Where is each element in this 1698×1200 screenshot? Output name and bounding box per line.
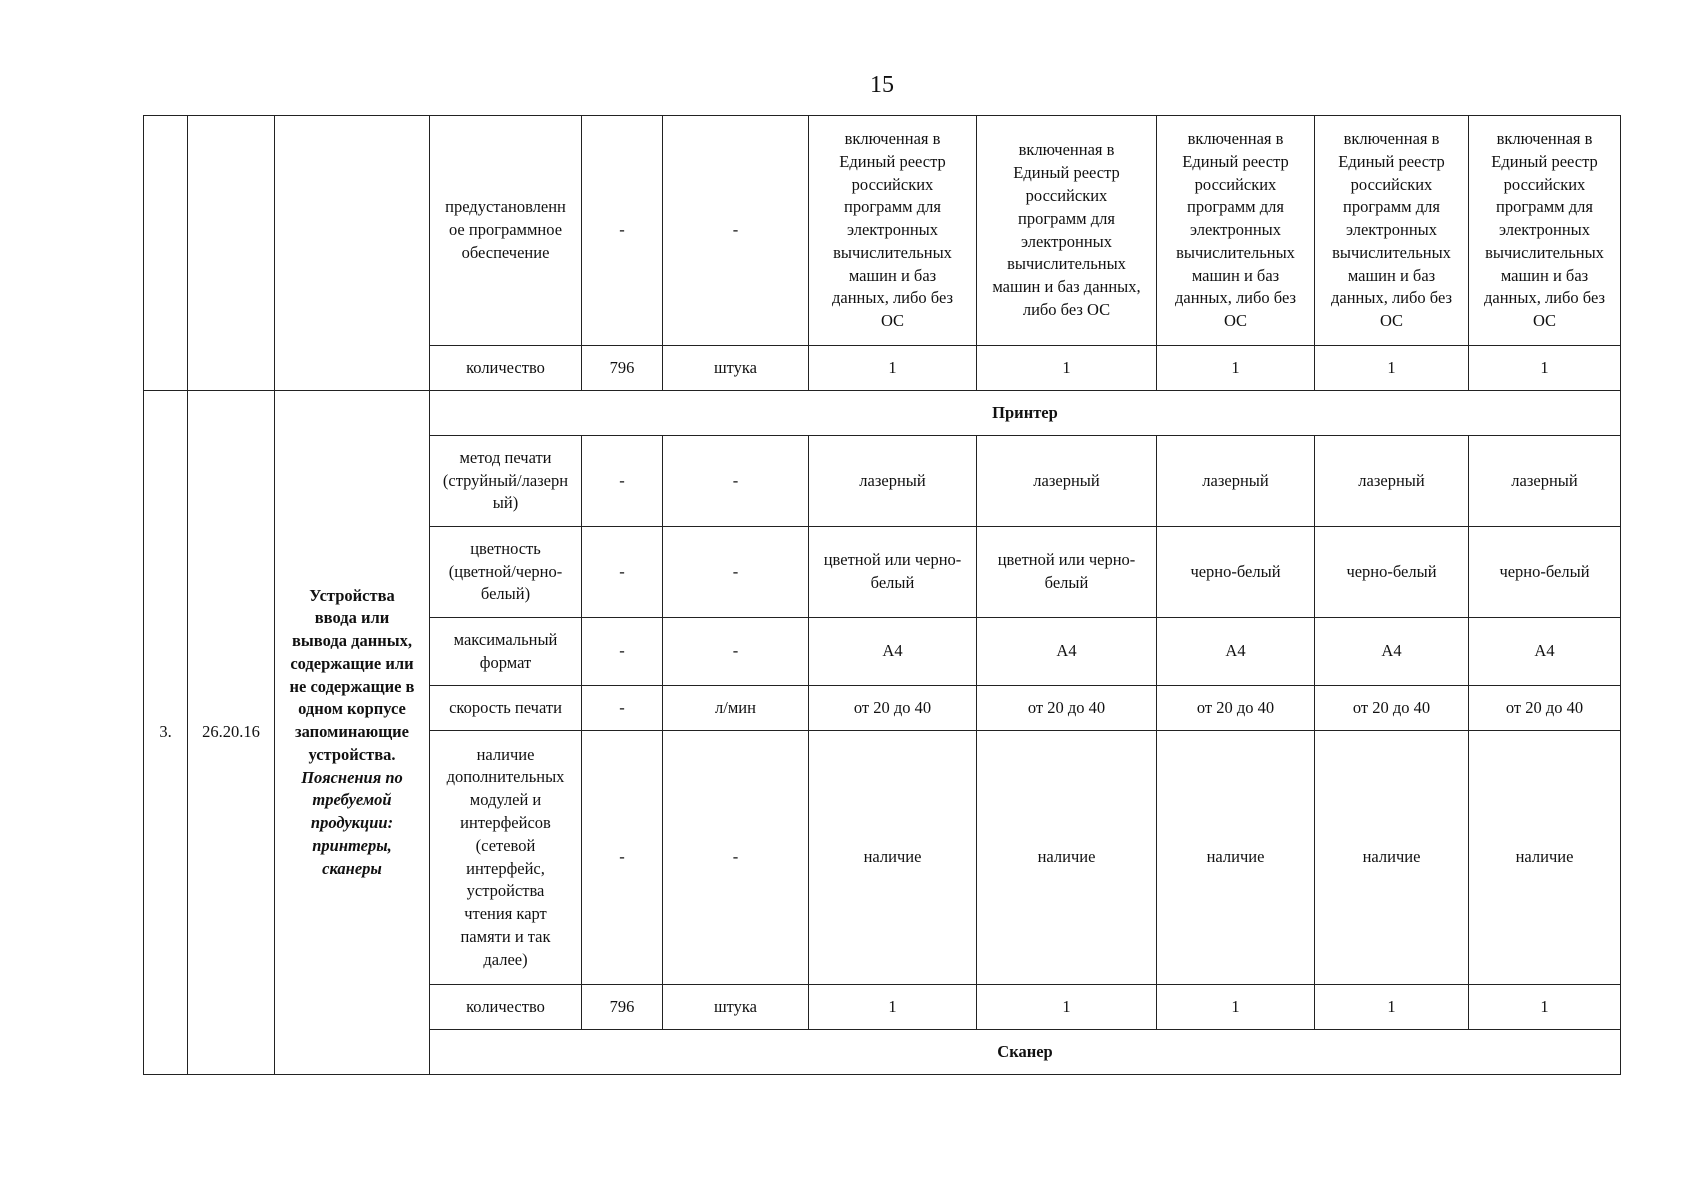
value-cell: наличие bbox=[1157, 731, 1315, 985]
unit-code-cell: - bbox=[582, 116, 663, 346]
value-cell: А4 bbox=[1469, 618, 1621, 686]
unit-name-cell: - bbox=[663, 618, 809, 686]
value-cell: 1 bbox=[977, 985, 1157, 1030]
unit-code-cell: - bbox=[582, 731, 663, 985]
category-title: Устройства ввода или вывода данных, содержащие или не содержащие в одном корпусе запоминающие устройства. bbox=[289, 585, 415, 764]
unit-name-cell: л/мин bbox=[663, 686, 809, 731]
value-cell: А4 bbox=[809, 618, 977, 686]
value-cell: черно-белый bbox=[1315, 527, 1469, 618]
characteristic-cell: скорость печати bbox=[430, 686, 582, 731]
value-cell: черно-белый bbox=[1469, 527, 1621, 618]
unit-code-cell: - bbox=[582, 436, 663, 527]
characteristic-cell: метод печати (струйный/лазерн ый) bbox=[430, 436, 582, 527]
section-header-printer: Принтер bbox=[430, 391, 1621, 436]
unit-code-cell: 796 bbox=[582, 985, 663, 1030]
unit-code-cell: 796 bbox=[582, 346, 663, 391]
specification-table bbox=[143, 115, 1621, 1075]
value-cell: включенная в Единый реестр российских программ для электронных вычислительных машин и баз данных, либо без ОС bbox=[809, 116, 977, 346]
unit-name-cell: штука bbox=[663, 346, 809, 391]
value-cell: включенная в Единый реестр российских программ для электронных вычислительных машин и баз данных, либо без ОС bbox=[1157, 116, 1315, 346]
value-cell: от 20 до 40 bbox=[1315, 686, 1469, 731]
value-cell: лазерный bbox=[809, 436, 977, 527]
value-cell: А4 bbox=[1157, 618, 1315, 686]
item-category-cell bbox=[275, 391, 430, 1075]
value-cell: цветной или черно- белый bbox=[809, 527, 977, 618]
value-cell: 1 bbox=[809, 985, 977, 1030]
item-category-cell bbox=[275, 116, 430, 391]
value-cell: лазерный bbox=[1157, 436, 1315, 527]
table-row bbox=[144, 391, 1621, 436]
value-cell: 1 bbox=[1469, 985, 1621, 1030]
value-cell: от 20 до 40 bbox=[809, 686, 977, 731]
value-cell: 1 bbox=[977, 346, 1157, 391]
value-cell: от 20 до 40 bbox=[1469, 686, 1621, 731]
value-cell: включенная в Единый реестр российских программ для электронных вычислительных машин и баз данных, либо без ОС bbox=[1469, 116, 1621, 346]
characteristic-cell: количество bbox=[430, 346, 582, 391]
value-cell: включенная в Единый реестр российских программ для электронных вычислительных машин и баз данных, либо без ОС bbox=[977, 116, 1157, 346]
unit-name-cell: штука bbox=[663, 985, 809, 1030]
value-cell: наличие bbox=[1469, 731, 1621, 985]
value-cell: А4 bbox=[977, 618, 1157, 686]
item-number-cell bbox=[144, 116, 188, 391]
value-cell: 1 bbox=[809, 346, 977, 391]
section-header-scanner: Сканер bbox=[430, 1030, 1621, 1075]
value-cell: 1 bbox=[1157, 985, 1315, 1030]
value-cell: наличие bbox=[977, 731, 1157, 985]
unit-name-cell: - bbox=[663, 527, 809, 618]
characteristic-cell: цветность (цветной/черно- белый) bbox=[430, 527, 582, 618]
item-number-cell: 3. bbox=[144, 391, 188, 1075]
characteristic-cell: предустановленн ое программное обеспечение bbox=[430, 116, 582, 346]
item-code-cell: 26.20.16 bbox=[188, 391, 275, 1075]
characteristic-cell: максимальный формат bbox=[430, 618, 582, 686]
value-cell: наличие bbox=[1315, 731, 1469, 985]
unit-name-cell: - bbox=[663, 116, 809, 346]
page-number: 15 bbox=[870, 72, 894, 98]
value-cell: лазерный bbox=[1469, 436, 1621, 527]
value-cell: наличие bbox=[809, 731, 977, 985]
unit-name-cell: - bbox=[663, 731, 809, 985]
value-cell: цветной или черно- белый bbox=[977, 527, 1157, 618]
value-cell: 1 bbox=[1315, 346, 1469, 391]
unit-code-cell: - bbox=[582, 618, 663, 686]
value-cell: А4 bbox=[1315, 618, 1469, 686]
value-cell: от 20 до 40 bbox=[1157, 686, 1315, 731]
value-cell: 1 bbox=[1469, 346, 1621, 391]
characteristic-cell: количество bbox=[430, 985, 582, 1030]
unit-code-cell: - bbox=[582, 527, 663, 618]
value-cell: включенная в Единый реестр российских программ для электронных вычислительных машин и баз данных, либо без ОС bbox=[1315, 116, 1469, 346]
value-cell: черно-белый bbox=[1157, 527, 1315, 618]
value-cell: 1 bbox=[1157, 346, 1315, 391]
value-cell: 1 bbox=[1315, 985, 1469, 1030]
value-cell: от 20 до 40 bbox=[977, 686, 1157, 731]
table-row bbox=[144, 116, 1621, 346]
item-code-cell bbox=[188, 116, 275, 391]
unit-code-cell: - bbox=[582, 686, 663, 731]
unit-name-cell: - bbox=[663, 436, 809, 527]
value-cell: лазерный bbox=[977, 436, 1157, 527]
category-note: Пояснения по требуемой продукции: принтеры, сканеры bbox=[301, 767, 403, 878]
value-cell: лазерный bbox=[1315, 436, 1469, 527]
characteristic-cell: наличие дополнительных модулей и интерфейсов (сетевой интерфейс, устройства чтения карт памяти и так далее) bbox=[430, 731, 582, 985]
